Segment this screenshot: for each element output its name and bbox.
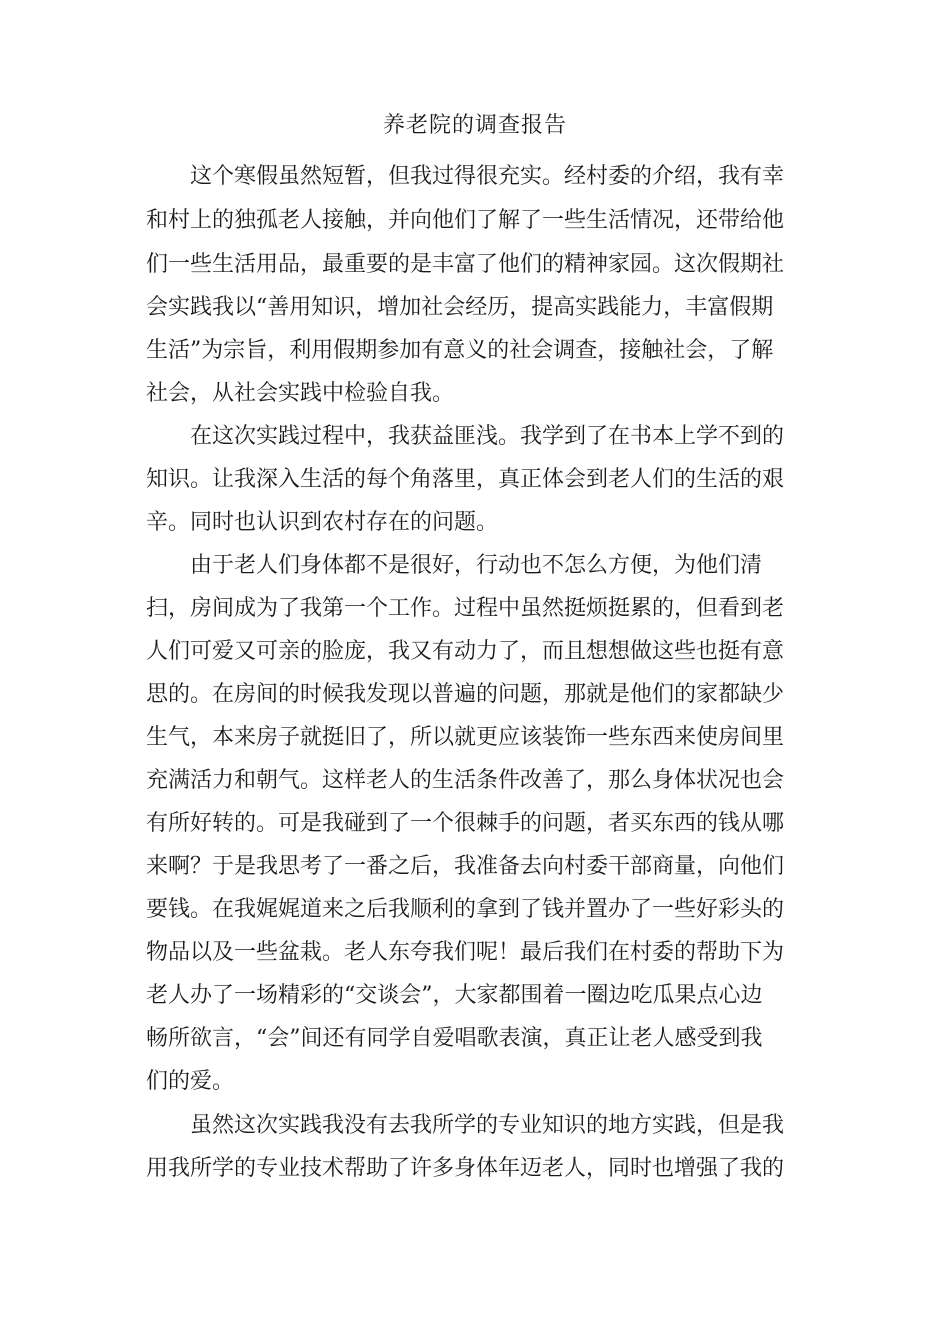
paragraph-line: 在这次实践过程中，我获益匪浅。我学到了在书本上学不到的	[190, 424, 785, 449]
paragraph-line: 人们可爱又可亲的脸庞，我又有动力了，而且想想做这些也挺有意	[146, 639, 785, 664]
paragraph-line: 用我所学的专业技术帮助了许多身体年迈老人，同时也增强了我的	[146, 1156, 785, 1181]
paragraph-line: 畅所欲言，“会”间还有同学自爱唱歌表演，真正让老人感受到我	[146, 1026, 763, 1051]
paragraph-line: 这个寒假虽然短暂，但我过得很充实。经村委的介绍，我有幸	[190, 164, 785, 189]
paragraph-line: 要钱。在我娓娓道来之后我顺利的拿到了钱并置办了一些好彩头的	[146, 897, 785, 922]
paragraph-line: 们一些生活用品，最重要的是丰富了他们的精神家园。这次假期社	[146, 252, 785, 277]
paragraph-line: 生活”为宗旨，利用假期参加有意义的社会调查，接触社会，了解	[146, 338, 774, 363]
paragraph-line: 和村上的独孤老人接触，并向他们了解了一些生活情况，还带给他	[146, 208, 785, 233]
paragraph-line: 会实践我以“善用知识，增加社会经历，提高实践能力，丰富假期	[146, 295, 774, 320]
paragraph-line: 物品以及一些盆栽。老人东夸我们呢！最后我们在村委的帮助下为	[146, 940, 785, 965]
paragraph-line: 们的爱。	[146, 1069, 235, 1094]
paragraph-line: 思的。在房间的时候我发现以普遍的问题，那就是他们的家都缺少	[146, 682, 785, 707]
paragraph-line: 社会，从社会实践中检验自我。	[146, 381, 455, 406]
paragraph-line: 扫，房间成为了我第一个工作。过程中虽然挺烦挺累的，但看到老	[146, 596, 785, 621]
paragraph-line: 生气，本来房子就挺旧了，所以就更应该装饰一些东西来使房间里	[146, 725, 785, 750]
paragraph-line: 虽然这次实践我没有去我所学的专业知识的地方实践，但是我	[190, 1113, 785, 1138]
paragraph-line: 知识。让我深入生活的每个角落里，真正体会到老人们的生活的艰	[146, 467, 785, 492]
paragraph-line: 由于老人们身体都不是很好，行动也不怎么方便，为他们清	[190, 553, 763, 578]
paragraph-line: 老人办了一场精彩的“交谈会”，大家都围着一圈边吃瓜果点心边	[146, 983, 763, 1008]
paragraph-line: 辛。同时也认识到农村存在的问题。	[146, 510, 499, 535]
paragraph-line: 有所好转的。可是我碰到了一个很棘手的问题，者买东西的钱从哪	[146, 811, 785, 836]
paragraph-line: 充满活力和朝气。这样老人的生活条件改善了，那么身体状况也会	[146, 768, 785, 793]
document-title: 养老院的调查报告	[382, 113, 567, 138]
paragraph-line: 来啊？于是我思考了一番之后，我准备去向村委干部商量，向他们	[146, 854, 785, 879]
